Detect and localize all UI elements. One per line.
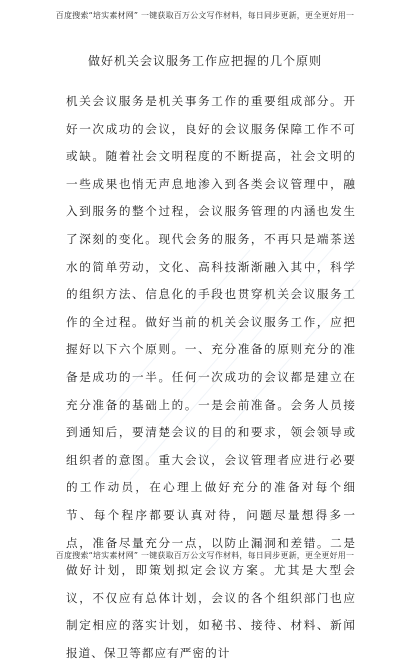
page-footer: 百度搜索“培实素材网” 一键获取百万公文写作材料，每日同步更新，更全更好用一 bbox=[55, 551, 355, 560]
document-title: 做好机关会议服务工作应把握的几个原则 bbox=[87, 54, 322, 68]
page-header: 百度搜索“培实素材网” 一键获取百万公文写作材料，每日同步更新，更全更好用一 bbox=[55, 11, 355, 20]
document-body: 机关会议服务是机关事务工作的重要组成部分。开好一次成功的会议，良好的会议服务保障工作不可或缺。随着社会文明程度的不断提高，社会文明的一些成果也悄无声息地渗入到各类会议管理中，融入到服务的整个过程，会议服务管理的内涵也发生了深刻的变化。现代会务的服务，不再只是端茶送水的简单劳动，文化、高科技渐渐融入其中，科学的组织方法、信息化的手段也贯穿机关会议服务工作的全过程。做好当前的机关会议服务工作，应把握好以下六个原则。一、充分准备的原则充分的准备是成功的一半。任何一次成功的会议都是建立在充分准备的基础上的。一是会前准备。会务人员接到通知后，要清楚会议的目的和要求，领会领导或组织者的意图。重大会议，会议管理者应进行必要的工作动员，在心理上做好充分的准备对每个细节、每个程序都要认真对待，问题尽量想得多一点，准备尽量充分一点，以防止漏洞和差错。二是做好计划，即策划拟定会议方案。尤其是大型会议，不仅应有总体计划，会议的各个组织部门也应制定相应的落实计划，如秘书、接待、材料、新闻报道、保卫等都应有严密的计 bbox=[66, 94, 356, 660]
